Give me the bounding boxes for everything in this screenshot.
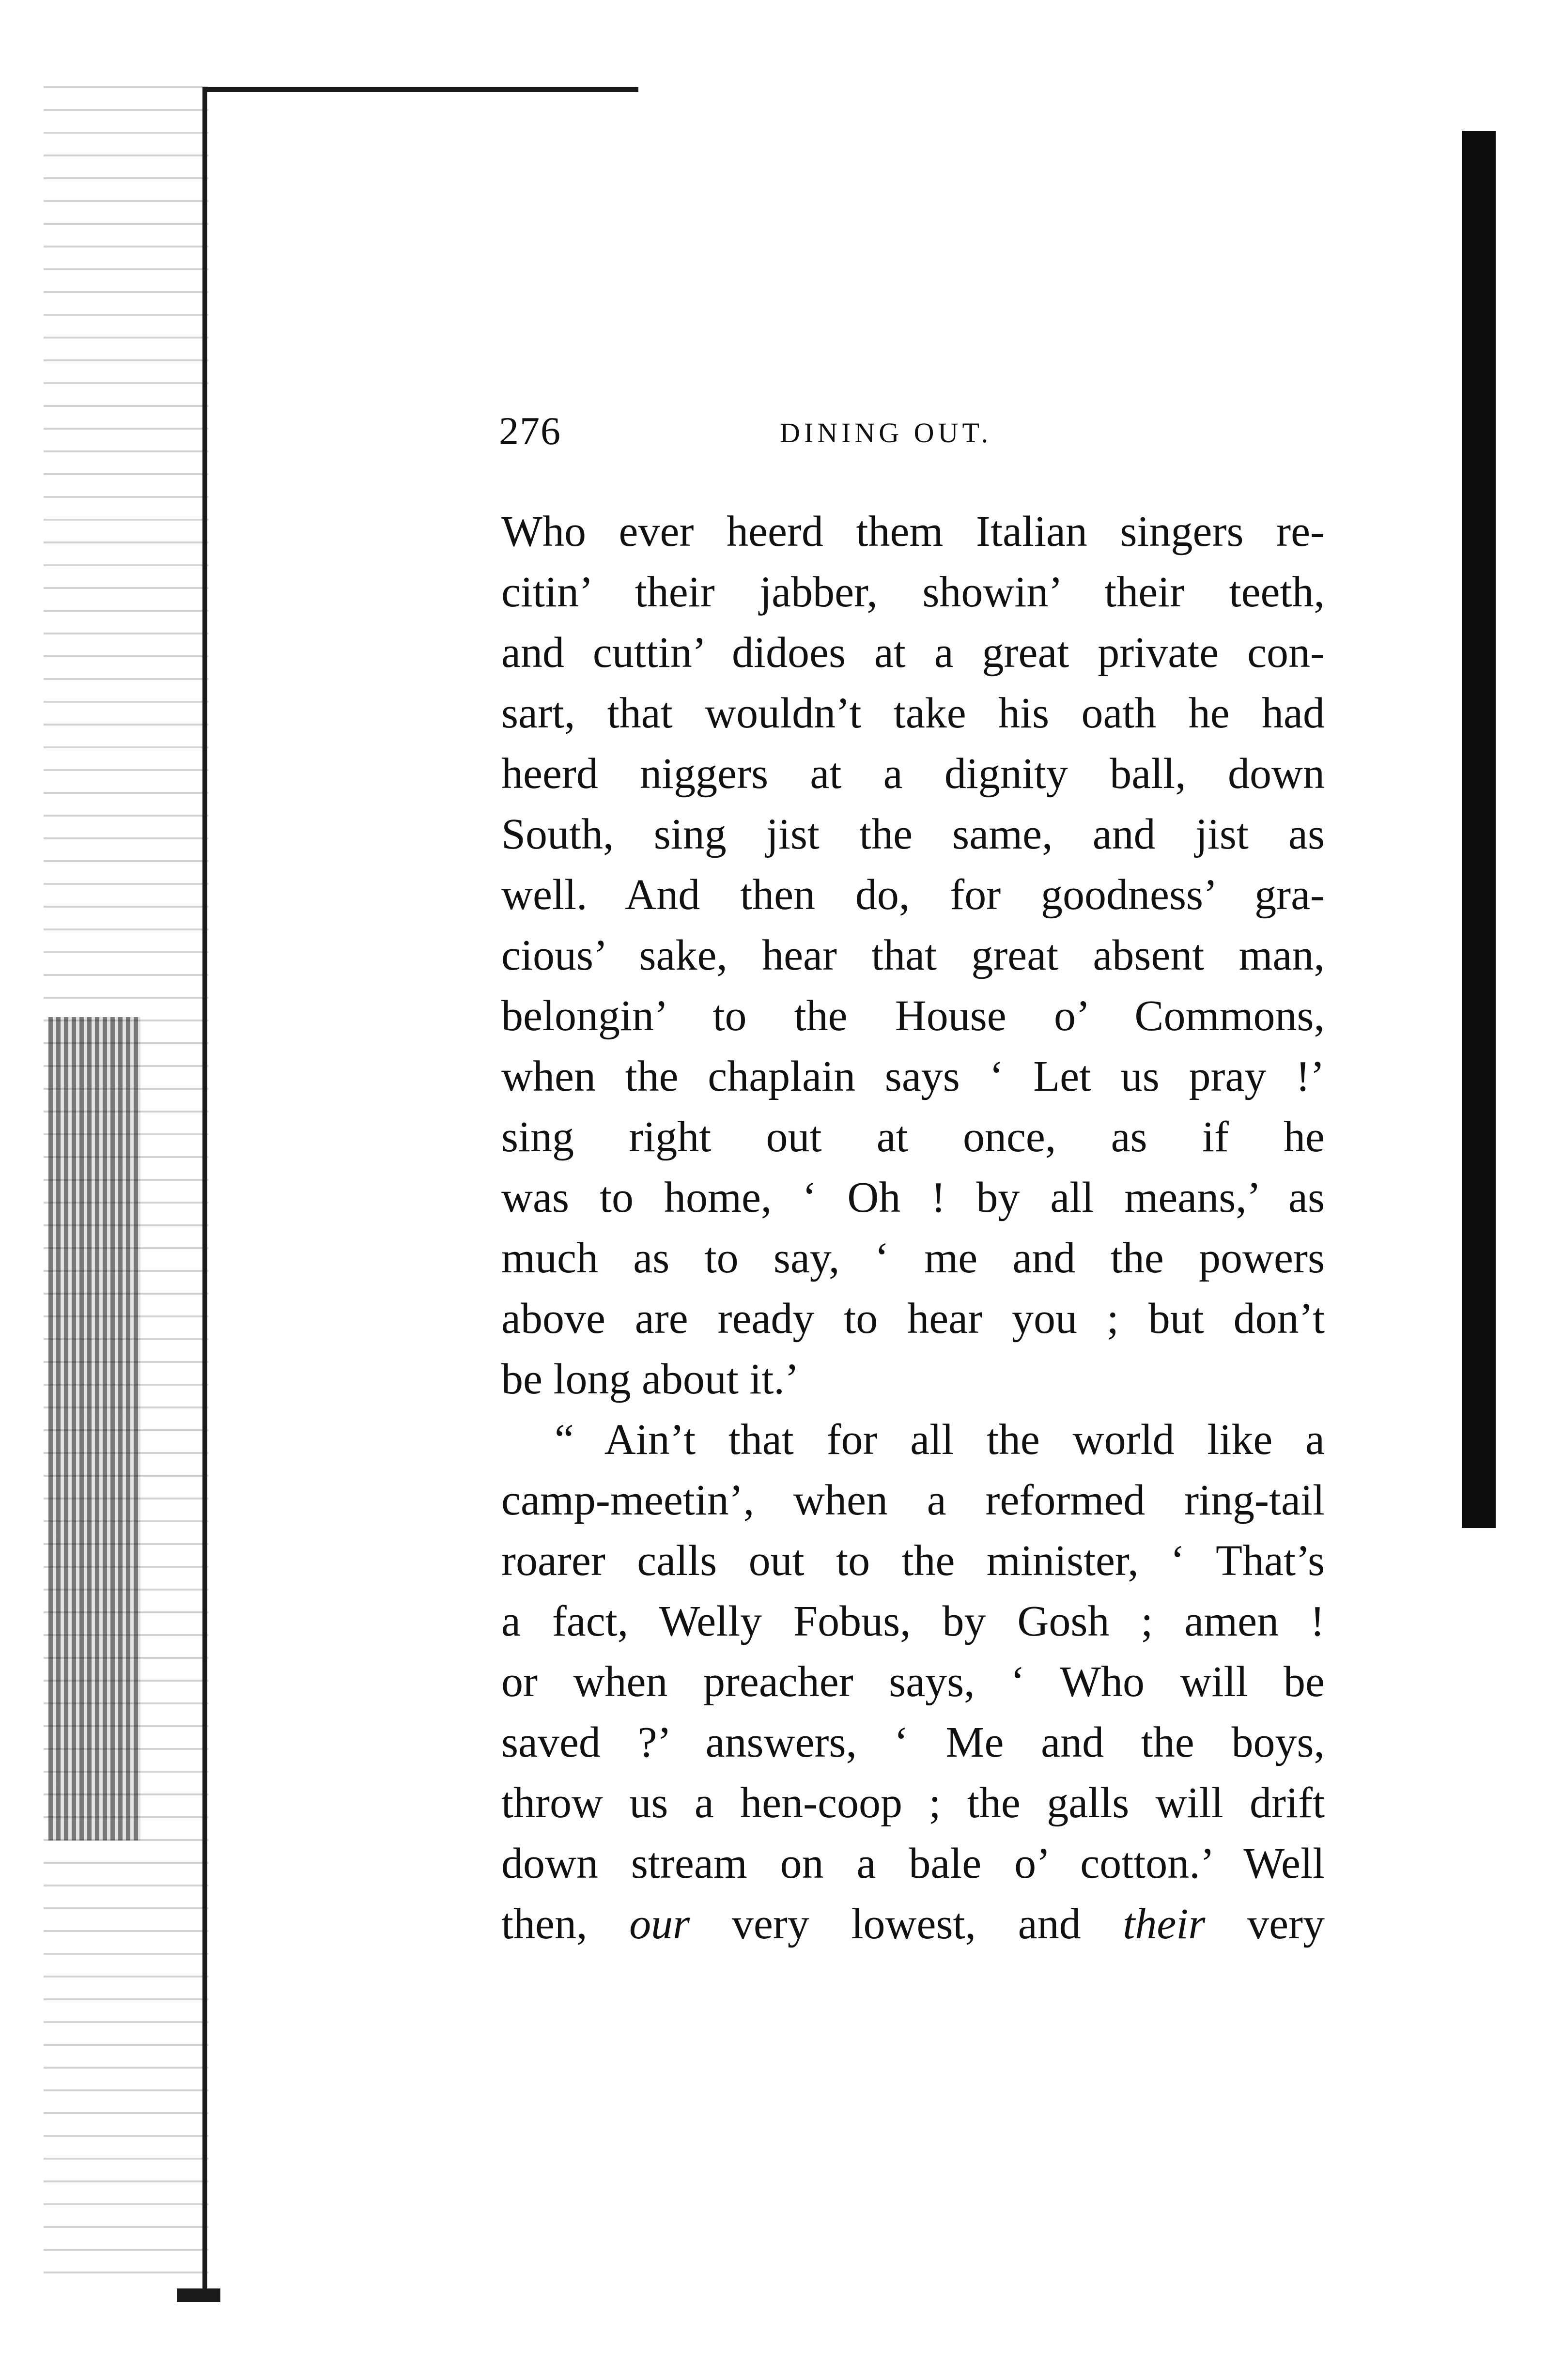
text-line: or when preacher says, ‘ Who will be [501, 1658, 1325, 1706]
text-line: when the chaplain says ‘ Let us pray !’ [501, 1052, 1325, 1100]
text-line: belongin’ to the House o’ Commons, [501, 992, 1325, 1040]
text-line: be long about it.’ [501, 1355, 799, 1403]
text-line: throw us a hen-coop ; the galls will drift [501, 1779, 1325, 1827]
bottom-border-foot [177, 2288, 220, 2302]
text-line: cious’ sake, hear that great absent man, [501, 931, 1325, 979]
text-line: and cuttin’ didoes at a great private con- [501, 629, 1325, 677]
text-run: very lowest, and [690, 1900, 1123, 1948]
text-line: “ Ain’t that for all the world like a [555, 1416, 1325, 1464]
running-head: DINING OUT. [780, 417, 992, 448]
text-line: above are ready to hear you ; but don’t [501, 1295, 1325, 1343]
text-line: well. And then do, for goodness’ gra- [501, 871, 1325, 919]
text-line: South, sing jist the same, and jist as [501, 810, 1325, 858]
right-margin-bar [1462, 131, 1496, 1528]
body-text [501, 501, 1325, 1954]
text-line: a fact, Welly Fobus, by Gosh ; amen ! [501, 1597, 1325, 1645]
text-line: citin’ their jabber, showin’ their teeth, [501, 568, 1325, 616]
text-line: much as to say, ‘ me and the powers [501, 1234, 1325, 1282]
left-border-rule [202, 87, 207, 2296]
text-line: roarer calls out to the minister, ‘ That’s [501, 1537, 1325, 1585]
text-line: heerd niggers at a dignity ball, down [501, 750, 1325, 798]
text-run: very [1205, 1900, 1325, 1948]
italic-run: their [1123, 1900, 1206, 1948]
text-line: Who ever heerd them Italian singers re- [501, 508, 1325, 556]
text-line: sart, that wouldn’t take his oath he had [501, 689, 1325, 737]
text-run: then, [501, 1900, 630, 1948]
text-line-last [501, 1894, 1325, 1954]
page-number: 276 [499, 409, 561, 453]
top-border-rule [202, 87, 638, 92]
text-line: down stream on a bale o’ cotton.’ Well [501, 1839, 1325, 1887]
text-line: saved ?’ answers, ‘ Me and the boys, [501, 1718, 1325, 1766]
scan-edge-binding [48, 1017, 140, 1840]
text-line: was to home, ‘ Oh ! by all means,’ as [501, 1174, 1325, 1221]
text-line: camp-meetin’, when a reformed ring-tail [501, 1476, 1325, 1524]
page-header [499, 407, 1332, 455]
italic-run: our [629, 1900, 690, 1948]
text-line: sing right out at once, as if he [501, 1113, 1325, 1161]
